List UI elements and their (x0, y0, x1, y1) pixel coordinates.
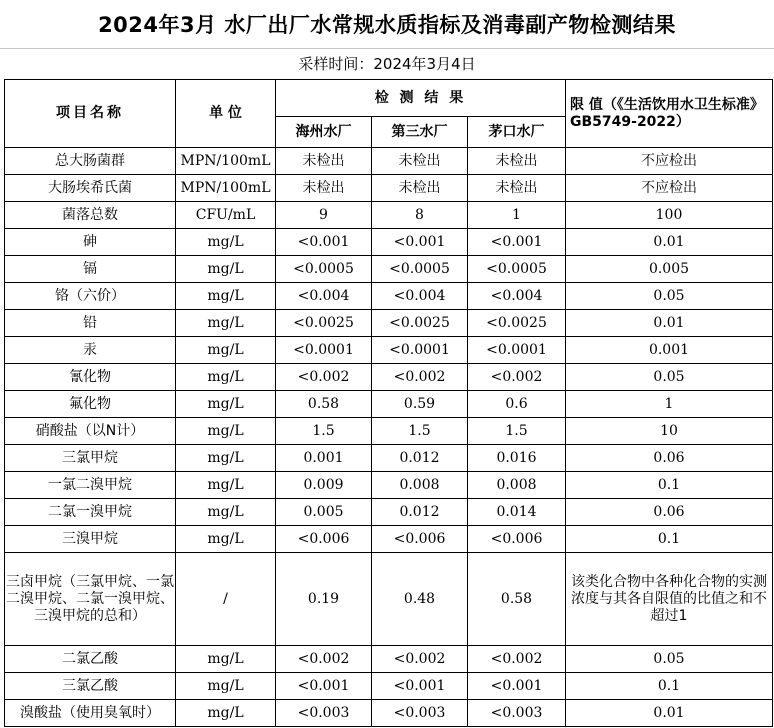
result-maokou-cell: 0.58 (468, 553, 566, 646)
item-name-cell: 二氯乙酸 (5, 646, 176, 673)
unit-cell: / (176, 553, 276, 646)
table-row (5, 418, 773, 445)
unit-cell: MPN/100mL (176, 175, 276, 202)
item-name-cell: 镉 (5, 256, 176, 283)
item-name-cell: 总大肠菌群 (5, 148, 176, 175)
result-third-cell: <0.001 (372, 229, 468, 256)
unit-cell: mg/L (176, 499, 276, 526)
result-maokou-cell: 0.6 (468, 391, 566, 418)
item-name-cell: 菌落总数 (5, 202, 176, 229)
header-row (5, 80, 773, 117)
unit-cell: mg/L (176, 364, 276, 391)
table-row (5, 700, 773, 727)
result-third-cell: <0.002 (372, 646, 468, 673)
result-third-cell: 8 (372, 202, 468, 229)
unit-cell: mg/L (176, 418, 276, 445)
item-name-cell: 三溴甲烷 (5, 526, 176, 553)
result-maokou-cell: <0.002 (468, 646, 566, 673)
item-name-cell: 大肠埃希氏菌 (5, 175, 176, 202)
result-third-cell: 未检出 (372, 148, 468, 175)
result-haizhou-cell: <0.002 (276, 646, 372, 673)
table-row (5, 526, 773, 553)
result-haizhou-cell: 未检出 (276, 148, 372, 175)
table-row (5, 337, 773, 364)
result-haizhou-cell: <0.0025 (276, 310, 372, 337)
item-name-cell: 铬（六价） (5, 283, 176, 310)
table-row (5, 310, 773, 337)
table-row (5, 646, 773, 673)
limit-cell: 1 (566, 391, 773, 418)
result-third-cell: 1.5 (372, 418, 468, 445)
result-haizhou-cell: <0.006 (276, 526, 372, 553)
result-haizhou-cell: 0.58 (276, 391, 372, 418)
result-third-cell: <0.0001 (372, 337, 468, 364)
limit-cell: 0.05 (566, 646, 773, 673)
result-third-cell: <0.0005 (372, 256, 468, 283)
result-haizhou-cell: <0.0001 (276, 337, 372, 364)
result-maokou-cell: 未检出 (468, 175, 566, 202)
limit-cell: 0.01 (566, 700, 773, 727)
result-third-cell: 0.012 (372, 499, 468, 526)
limit-cell: 0.05 (566, 364, 773, 391)
result-third-cell: <0.001 (372, 673, 468, 700)
result-haizhou-cell: 1.5 (276, 418, 372, 445)
result-haizhou-cell: 未检出 (276, 175, 372, 202)
unit-cell: mg/L (176, 229, 276, 256)
result-haizhou-cell: 0.005 (276, 499, 372, 526)
report-title: 2024年3月 水厂出厂水常规水质指标及消毒副产物检测结果 (0, 0, 774, 49)
item-name-cell: 溴酸盐（使用臭氧时） (5, 700, 176, 727)
unit-cell: mg/L (176, 337, 276, 364)
limit-cell: 100 (566, 202, 773, 229)
limit-cell: 0.1 (566, 526, 773, 553)
item-name-cell: 三氯甲烷 (5, 445, 176, 472)
table-row (5, 148, 773, 175)
unit-cell: mg/L (176, 256, 276, 283)
limit-cell: 0.1 (566, 673, 773, 700)
unit-cell: mg/L (176, 646, 276, 673)
result-haizhou-cell: 0.001 (276, 445, 372, 472)
result-third-cell: 0.008 (372, 472, 468, 499)
result-haizhou-cell: 9 (276, 202, 372, 229)
limit-cell: 该类化合物中各种化合物的实测浓度与其各自限值的比值之和不超过1 (566, 553, 773, 646)
result-maokou-cell: <0.003 (468, 700, 566, 727)
result-haizhou-cell: <0.001 (276, 673, 372, 700)
result-haizhou-cell: <0.004 (276, 283, 372, 310)
table-row (5, 445, 773, 472)
result-haizhou-cell: <0.003 (276, 700, 372, 727)
result-third-cell: <0.006 (372, 526, 468, 553)
table-row (5, 175, 773, 202)
results-table (4, 79, 773, 727)
limit-cell: 不应检出 (566, 148, 773, 175)
result-haizhou-cell: <0.001 (276, 229, 372, 256)
unit-cell: mg/L (176, 700, 276, 727)
header-results: 检 测 结 果 (276, 80, 566, 117)
sampling-date: 采样时间：2024年3月4日 (298, 55, 476, 73)
limit-cell: 0.06 (566, 499, 773, 526)
table-row (5, 364, 773, 391)
item-name-cell: 汞 (5, 337, 176, 364)
result-maokou-cell: 0.008 (468, 472, 566, 499)
result-third-cell: 0.48 (372, 553, 468, 646)
table-row (5, 553, 773, 646)
item-name-cell: 三卤甲烷（三氯甲烷、一氯二溴甲烷、二氯一溴甲烷、三溴甲烷的总和） (5, 553, 176, 646)
result-maokou-cell: 1 (468, 202, 566, 229)
limit-cell: 0.1 (566, 472, 773, 499)
result-maokou-cell: <0.001 (468, 229, 566, 256)
result-third-cell: 0.012 (372, 445, 468, 472)
unit-cell: mg/L (176, 445, 276, 472)
limit-cell: 0.06 (566, 445, 773, 472)
result-maokou-cell: 0.016 (468, 445, 566, 472)
header-plant-maokou: 茅口水厂 (468, 117, 566, 148)
item-name-cell: 铅 (5, 310, 176, 337)
table-row (5, 673, 773, 700)
item-name-cell: 砷 (5, 229, 176, 256)
result-maokou-cell: <0.004 (468, 283, 566, 310)
limit-cell: 0.001 (566, 337, 773, 364)
result-maokou-cell: 未检出 (468, 148, 566, 175)
limit-cell: 0.05 (566, 283, 773, 310)
unit-cell: MPN/100mL (176, 148, 276, 175)
table-row (5, 202, 773, 229)
unit-cell: mg/L (176, 310, 276, 337)
header-plant-haizhou: 海州水厂 (276, 117, 372, 148)
item-name-cell: 一氯二溴甲烷 (5, 472, 176, 499)
table-row (5, 391, 773, 418)
table-row (5, 472, 773, 499)
result-maokou-cell: 1.5 (468, 418, 566, 445)
result-haizhou-cell: 0.009 (276, 472, 372, 499)
result-maokou-cell: 0.014 (468, 499, 566, 526)
item-name-cell: 三氯乙酸 (5, 673, 176, 700)
table-row (5, 229, 773, 256)
result-maokou-cell: <0.0005 (468, 256, 566, 283)
table-row (5, 256, 773, 283)
result-maokou-cell: <0.0025 (468, 310, 566, 337)
table-row (5, 499, 773, 526)
item-name-cell: 硝酸盐（以N计） (5, 418, 176, 445)
unit-cell: mg/L (176, 472, 276, 499)
result-haizhou-cell: <0.0005 (276, 256, 372, 283)
header-item: 项目名称 (5, 80, 176, 148)
header-unit: 单 位 (176, 80, 276, 148)
result-maokou-cell: <0.0001 (468, 337, 566, 364)
result-third-cell: <0.003 (372, 700, 468, 727)
limit-cell: 不应检出 (566, 175, 773, 202)
limit-cell: 0.01 (566, 229, 773, 256)
unit-cell: mg/L (176, 526, 276, 553)
limit-cell: 10 (566, 418, 773, 445)
limit-cell: 0.005 (566, 256, 773, 283)
result-haizhou-cell: <0.002 (276, 364, 372, 391)
unit-cell: mg/L (176, 283, 276, 310)
result-third-cell: 0.59 (372, 391, 468, 418)
unit-cell: mg/L (176, 391, 276, 418)
result-third-cell: <0.004 (372, 283, 468, 310)
result-third-cell: <0.002 (372, 364, 468, 391)
header-limit: 限 值（《生活饮用水卫生标准》GB5749-2022） (566, 80, 773, 148)
result-haizhou-cell: 0.19 (276, 553, 372, 646)
header-plant-third: 第三水厂 (372, 117, 468, 148)
item-name-cell: 氰化物 (5, 364, 176, 391)
result-third-cell: 未检出 (372, 175, 468, 202)
limit-cell: 0.01 (566, 310, 773, 337)
unit-cell: CFU/mL (176, 202, 276, 229)
item-name-cell: 氟化物 (5, 391, 176, 418)
unit-cell: mg/L (176, 673, 276, 700)
result-maokou-cell: <0.006 (468, 526, 566, 553)
result-maokou-cell: <0.001 (468, 673, 566, 700)
result-maokou-cell: <0.002 (468, 364, 566, 391)
table-row (5, 283, 773, 310)
item-name-cell: 二氯一溴甲烷 (5, 499, 176, 526)
result-third-cell: <0.0025 (372, 310, 468, 337)
